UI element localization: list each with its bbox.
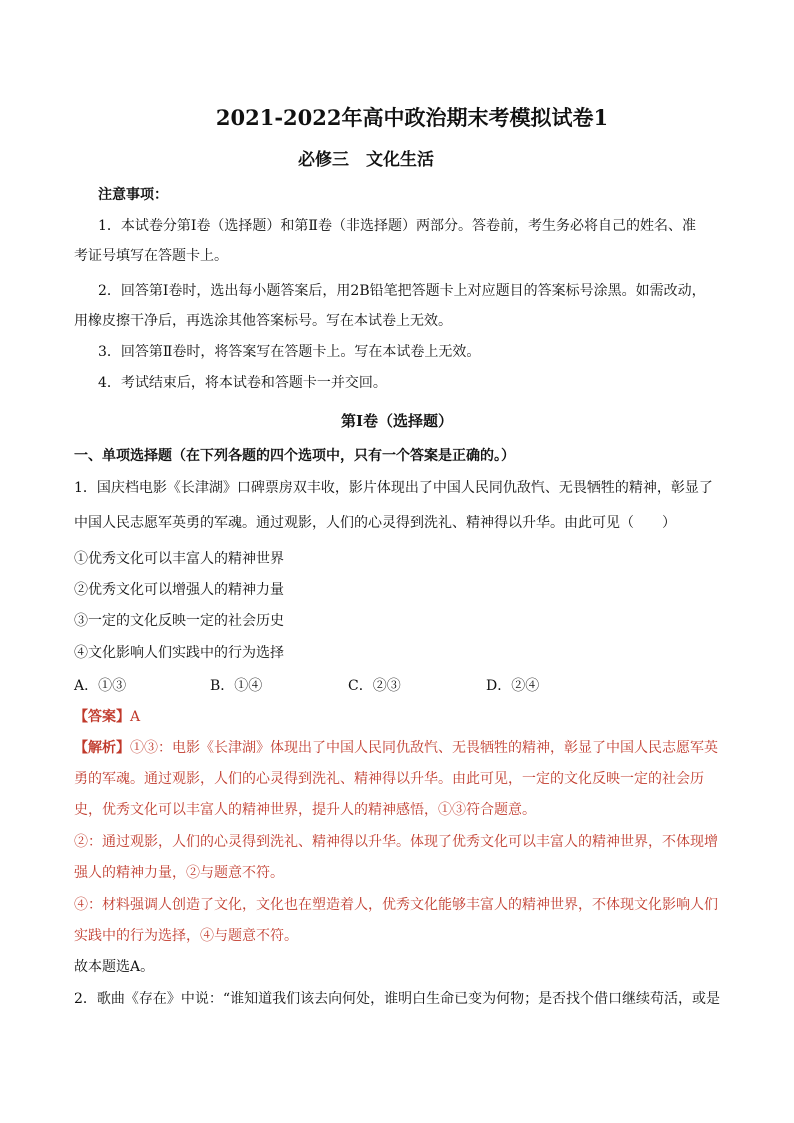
- conclusion: 故本题选A。: [74, 959, 155, 975]
- statement: ①优秀文化可以丰富人的精神世界: [74, 551, 284, 567]
- analysis-text: ②：通过观影，人们的心灵得到洗礼、精神得以升华。体现了优秀文化可以丰富人的精神世界，不体现增: [74, 834, 718, 850]
- question-stem: 中国人民志愿军英勇的军魂。通过观影，人们的心灵得到洗礼、精神得以升华。由此可见（ ）: [74, 515, 676, 531]
- question-stem: 1．国庆档电影《长津湖》口碑票房双丰收，影片体现出了中国人民同仇敌忾、无畏牺牲的精神，彰显了: [74, 480, 713, 496]
- analysis-text: 勇的军魂。通过观影，人们的心灵得到洗礼、精神得以升华。由此可见，一定的文化反映一定的社会历: [74, 771, 704, 787]
- analysis-text: ④：材料强调人创造了文化，文化也在塑造着人，优秀文化能够丰富人的精神世界，不体现文化影响人们: [74, 897, 718, 913]
- option-c: C．②③: [348, 678, 401, 694]
- notice-item: 3．回答第Ⅱ卷时，将答案写在答题卡上。写在本试卷上无效。: [98, 344, 481, 360]
- analysis-tag: 【解析】: [74, 740, 130, 756]
- page-subtitle: 必修三 文化生活: [298, 150, 434, 170]
- statement: ②优秀文化可以增强人的精神力量: [74, 582, 284, 598]
- option-d: D．②④: [486, 678, 540, 694]
- analysis-text: 实践中的行为选择，④与题意不符。: [74, 928, 298, 944]
- notice-item: 考证号填写在答题卡上。: [74, 248, 228, 264]
- section-title: 第Ⅰ卷（选择题）: [340, 412, 454, 430]
- part-heading: 一、单项选择题（在下列各题的四个选项中，只有一个答案是正确的。）: [74, 448, 515, 464]
- page-title: 2021-2022年高中政治期末考模拟试卷1: [215, 105, 609, 130]
- analysis-text: 强人的精神力量，②与题意不符。: [74, 865, 284, 881]
- notice-item: 用橡皮擦干净后，再选涂其他答案标号。写在本试卷上无效。: [74, 313, 452, 329]
- notice-item: 4．考试结束后，将本试卷和答题卡一并交回。: [98, 375, 387, 391]
- answer-value: A: [130, 709, 141, 725]
- analysis-text: 史，优秀文化可以丰富人的精神世界，提升人的精神感悟，①③符合题意。: [74, 802, 536, 818]
- option-b: B．①④: [210, 678, 263, 694]
- notice-heading: 注意事项：: [98, 187, 168, 203]
- analysis-line: [74, 738, 718, 758]
- notice-item: 2．回答第Ⅰ卷时，选出每小题答案后，用2B铅笔把答题卡上对应题目的答案标号涂黑。如需改动，: [98, 283, 706, 299]
- notice-item: 1．本试卷分第Ⅰ卷（选择题）和第Ⅱ卷（非选择题）两部分。答卷前，考生务必将自己的姓名、准: [98, 218, 696, 234]
- answer-tag: 【答案】: [74, 709, 130, 725]
- analysis-text: ①③：电影《长津湖》体现出了中国人民同仇敌忾、无畏牺牲的精神，彰显了中国人民志愿军英: [130, 740, 718, 756]
- question-stem: 2．歌曲《存在》中说：“谁知道我们该去向何处，谁明白生命已变为何物；是否找个借口继续苟活，或是: [74, 991, 721, 1007]
- answer-line: [74, 707, 140, 727]
- statement: ③一定的文化反映一定的社会历史: [74, 613, 284, 629]
- option-a: A．①③: [74, 678, 127, 694]
- statement: ④文化影响人们实践中的行为选择: [74, 645, 284, 661]
